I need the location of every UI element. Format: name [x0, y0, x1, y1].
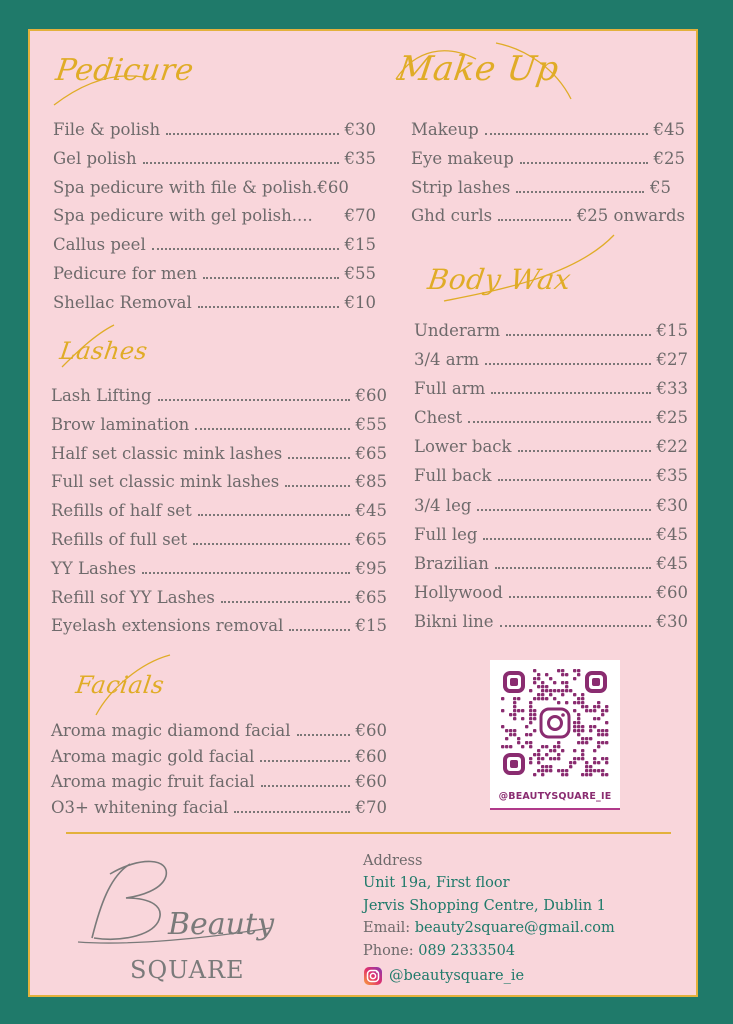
item-name: Refills of full set [51, 529, 188, 549]
item-price: €22 [656, 437, 688, 457]
dot-leader [500, 625, 651, 627]
item-price: €60 [355, 746, 387, 766]
price-row [53, 120, 376, 149]
item-price: €30 [656, 611, 688, 631]
dot-leader [143, 162, 339, 164]
dot-leader [491, 392, 650, 394]
item-price: €65 [355, 529, 387, 549]
item-price: €55 [355, 414, 387, 434]
dot-leader [142, 572, 349, 574]
item-name: Ghd curls [411, 206, 493, 226]
instagram-icon [363, 966, 383, 986]
price-row [51, 415, 387, 444]
item-price: €45 [656, 553, 688, 573]
price-row [51, 472, 387, 501]
item-price: €35 [344, 148, 376, 168]
item-name: Full back [414, 466, 492, 486]
dot-leader [203, 277, 339, 279]
item-price: €60 [355, 721, 387, 740]
instagram-row[interactable] [363, 965, 615, 987]
dot-leader [498, 219, 571, 221]
lashes-list [51, 386, 387, 645]
price-row [414, 408, 688, 437]
item-name: Full leg [414, 524, 478, 544]
price-row [414, 437, 688, 466]
item-name: Full arm [414, 379, 486, 399]
item-name: Aroma magic fruit facial [51, 772, 255, 791]
dot-leader [288, 457, 349, 459]
dot-leader [234, 811, 349, 813]
footer-divider [66, 832, 671, 834]
price-row [411, 149, 685, 178]
item-price: €33 [656, 379, 688, 399]
item-price: €95 [355, 558, 387, 578]
qr-code-card[interactable] [490, 660, 620, 810]
dot-leader [485, 363, 650, 365]
item-name: Pedicure for men [53, 263, 197, 283]
email-label: Email: [363, 920, 411, 937]
dot-leader [498, 479, 651, 481]
item-name: O3+ whitening facial [51, 797, 229, 817]
price-row [51, 772, 387, 798]
dot-leader [518, 450, 651, 452]
price-row [53, 149, 376, 178]
price-row [414, 525, 688, 554]
qr-instagram-handle: @BEAUTYSQUARE_IE [498, 791, 612, 802]
item-name: 3/4 leg [414, 495, 472, 515]
price-row [414, 466, 688, 495]
item-name: Eye makeup [411, 148, 514, 168]
item-price: €60 [317, 177, 349, 197]
price-row [53, 235, 376, 264]
item-price: €15 [344, 235, 376, 255]
item-name: Lower back [414, 437, 512, 457]
price-row [51, 747, 387, 773]
item-name: Aroma magic diamond facial [51, 721, 291, 740]
item-name: Strip lashes [411, 177, 511, 197]
price-row [414, 321, 688, 350]
item-price: €25 [656, 408, 688, 428]
item-price: €85 [355, 472, 387, 492]
dot-leader [289, 629, 349, 631]
item-price: €15 [656, 321, 688, 340]
item-price: €70 [344, 206, 376, 226]
dot-leader [152, 248, 339, 250]
item-price: €65 [355, 443, 387, 463]
dot-leader [506, 334, 650, 336]
item-name: Full set classic mink lashes [51, 472, 280, 492]
phone-number[interactable]: 089 2333504 [418, 942, 516, 959]
item-price: €60 [656, 582, 688, 602]
item-price: €45 [355, 501, 387, 521]
item-name: Brow lamination [51, 414, 190, 434]
beauty-square-logo [70, 846, 290, 996]
price-row [51, 501, 387, 530]
item-name: YY Lashes [51, 558, 137, 578]
dot-leader [509, 596, 651, 598]
item-name: File & polish [53, 120, 161, 139]
dot-leader [468, 421, 650, 423]
price-row [51, 616, 387, 645]
dot-leader [520, 162, 648, 164]
price-row [414, 612, 688, 641]
dot-leader [260, 760, 349, 762]
facials-title: Facials [74, 671, 167, 699]
item-name: Lash Lifting [51, 386, 152, 405]
price-row [51, 798, 387, 824]
item-name: Gel polish [53, 148, 137, 168]
dot-leader [516, 191, 644, 193]
price-row [51, 559, 387, 588]
svg-text:Beauty: Beauty [168, 907, 275, 942]
item-price: €30 [656, 495, 688, 515]
item-price: €5 [650, 177, 671, 197]
address-line-2: Jervis Shopping Centre, Dublin 1 [363, 897, 606, 914]
item-price: €65 [355, 587, 387, 607]
qr-code-icon [501, 669, 609, 777]
dot-leader [158, 399, 350, 401]
item-name: Eyelash extensions removal [51, 616, 284, 636]
item-name: Spa pedicure with gel polish.... [53, 206, 313, 226]
makeup-title-flourish [386, 39, 586, 109]
dot-leader [195, 428, 349, 430]
address-line-1: Unit 19a, First floor [363, 875, 510, 892]
item-price: €55 [344, 263, 376, 283]
item-price: €15 [355, 616, 387, 636]
dot-leader [495, 567, 651, 569]
item-price: €27 [656, 350, 688, 370]
item-name: Bikni line [414, 611, 494, 631]
price-row [53, 293, 376, 322]
bodywax-title-flourish [414, 227, 634, 307]
item-name: 3/4 arm [414, 350, 480, 370]
item-price: €10 [344, 292, 376, 312]
item-name: Aroma magic gold facial [51, 746, 255, 766]
price-row [51, 588, 387, 617]
item-price: €45 [656, 524, 688, 544]
price-row [51, 721, 387, 747]
item-name: Refill sof YY Lashes [51, 587, 215, 607]
price-row [414, 350, 688, 379]
lashes-title-flourish [54, 321, 144, 371]
price-list-card [28, 29, 698, 997]
makeup-list [411, 120, 685, 235]
item-name: Shellac Removal [53, 292, 192, 312]
item-price: €45 [653, 120, 685, 139]
dot-leader [483, 538, 650, 540]
price-row [411, 120, 685, 149]
contact-block [363, 853, 615, 987]
pedicure-title: Pedicure [53, 53, 197, 88]
email-row [363, 920, 615, 942]
item-price: €35 [656, 466, 688, 486]
price-row [53, 178, 376, 207]
address-label: Address [363, 853, 423, 869]
item-name: Spa pedicure with file & polish. [53, 177, 318, 197]
item-name: Chest [414, 408, 463, 428]
price-row [414, 583, 688, 612]
item-price: €25 onwards [576, 206, 685, 226]
facials-title-flourish [60, 649, 180, 719]
item-price: €60 [355, 772, 387, 791]
dot-leader [221, 601, 350, 603]
makeup-title: Make Up [395, 49, 562, 89]
item-name: Underarm [414, 321, 501, 340]
item-price: €25 [653, 148, 685, 168]
item-name: Callus peel [53, 235, 146, 255]
item-price: €30 [344, 120, 376, 139]
dot-leader [166, 133, 338, 135]
item-name: Refills of half set [51, 501, 192, 521]
price-row [414, 379, 688, 408]
phone-label: Phone: [363, 942, 414, 959]
brand-square-text: SQUARE [130, 956, 245, 984]
item-price: €70 [355, 797, 387, 817]
phone-row [363, 943, 615, 965]
price-row [411, 178, 685, 207]
price-row [51, 386, 387, 415]
pedicure-list [53, 120, 376, 322]
email-link[interactable]: beauty2square@gmail.com [414, 920, 615, 937]
pedicure-title-flourish [48, 69, 188, 109]
facials-list [51, 721, 387, 823]
lashes-title: Lashes [58, 337, 150, 365]
beauty-script-wordmark [70, 846, 290, 956]
item-price: €60 [355, 386, 387, 405]
bodywax-list [414, 321, 688, 641]
price-row [53, 206, 376, 235]
item-name: Half set classic mink lashes [51, 443, 283, 463]
price-row [53, 264, 376, 293]
price-row [414, 554, 688, 583]
dot-leader [297, 734, 350, 736]
item-name: Hollywood [414, 582, 503, 602]
price-row [414, 496, 688, 525]
dot-leader [285, 485, 349, 487]
item-name: Makeup [411, 120, 479, 139]
dot-leader [477, 509, 650, 511]
dot-leader [198, 306, 339, 308]
dot-leader [485, 133, 648, 135]
instagram-handle: @beautysquare_ie [389, 968, 525, 985]
bodywax-title: Body Wax [425, 263, 574, 296]
dot-leader [261, 785, 350, 787]
price-row [51, 530, 387, 559]
dot-leader [198, 514, 350, 516]
dot-leader [193, 543, 349, 545]
price-row [51, 444, 387, 473]
item-name: Brazilian [414, 553, 489, 573]
